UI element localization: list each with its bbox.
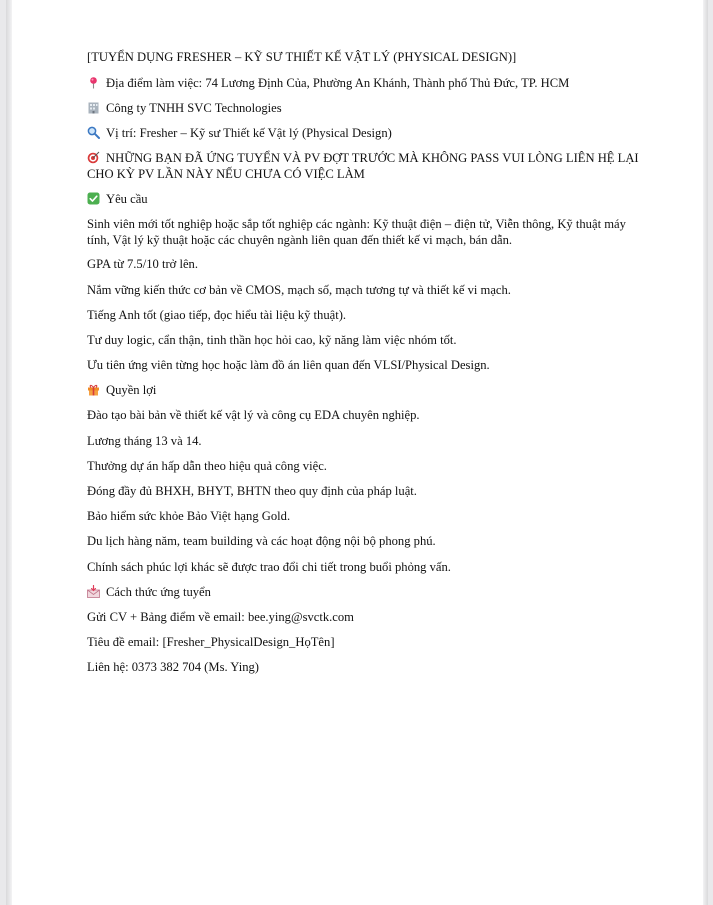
gift-icon	[87, 383, 100, 396]
round-pushpin-icon	[87, 76, 100, 89]
notice-text: NHỮNG BẠN ĐÃ ỨNG TUYỂN VÀ PV ĐỢT TRƯỚC MÀ KHÔNG PASS VUI LÒNG LIÊN HỆ LẠI CHO KỲ PV LẦN NÀY NẾU CHƯA CÓ VIỆC LÀM	[87, 151, 639, 181]
requirement-item: Nắm vững kiến thức cơ bản về CMOS, mạch số, mạch tương tự và thiết kế vi mạch.	[87, 282, 511, 297]
envelope-with-arrow-icon	[87, 585, 100, 598]
company-text: Công ty TNHH SVC Technologies	[106, 100, 282, 115]
benefit-item: Chính sách phúc lợi khác sẽ được trao đổi chi tiết trong buổi phỏng vấn.	[87, 559, 451, 574]
apply-item: Tiêu đề email: [Fresher_PhysicalDesign_HọTên]	[87, 635, 335, 650]
apply-item: Gửi CV + Bảng điểm về email: bee.ying@svctk.com	[87, 609, 354, 624]
benefit-item: Bảo hiểm sức khỏe Bảo Việt hạng Gold.	[87, 509, 291, 524]
requirements-heading-text: Yêu cầu	[106, 191, 148, 206]
page-edge	[703, 0, 708, 905]
requirement-item: Tư duy logic, cẩn thận, tinh thần học hỏi cao, kỹ năng làm việc nhóm tốt.	[87, 332, 457, 347]
location-text: Địa điểm làm việc: 74 Lương Định Của, Phường An Khánh, Thành phố Thủ Đức, TP. HCM	[106, 75, 570, 90]
document-content	[87, 50, 647, 686]
check-mark-button-icon	[87, 192, 100, 205]
benefits-heading	[87, 383, 647, 399]
notice-line	[87, 151, 647, 182]
magnifying-glass-icon	[87, 126, 100, 139]
requirement-item: Tiếng Anh tốt (giao tiếp, đọc hiểu tài liệu kỹ thuật).	[87, 307, 347, 322]
requirement-item: Ưu tiên ứng viên từng học hoặc làm đồ án liên quan đến VLSI/Physical Design.	[87, 358, 490, 373]
apply-heading-text: Cách thức ứng tuyển	[106, 584, 211, 599]
requirements-heading	[87, 192, 647, 208]
direct-hit-target-icon	[87, 151, 100, 164]
benefits-heading-text: Quyền lợi	[106, 383, 157, 398]
job-title: [TUYỂN DỤNG FRESHER – KỸ SƯ THIẾT KẾ VẬT LÝ (PHYSICAL DESIGN)]	[87, 50, 517, 64]
benefit-item: Đào tạo bài bản về thiết kế vật lý và công cụ EDA chuyên nghiệp.	[87, 408, 420, 423]
benefit-item: Du lịch hàng năm, team building và các hoạt động nội bộ phong phú.	[87, 534, 436, 549]
document-page	[6, 0, 708, 905]
position-text: Vị trí: Fresher – Kỹ sư Thiết kế Vật lý (Physical Design)	[106, 125, 392, 140]
requirement-item: Sinh viên mới tốt nghiệp hoặc sắp tốt nghiệp các ngành: Kỹ thuật điện – điện tử, Viễn thông, Kỹ thuật máy tính, Vật lý kỹ thuật hoặc các chuyên ngành liên quan đến thiết kế vi mạch, bán dẫn.	[87, 217, 626, 247]
benefit-item: Thưởng dự án hấp dẫn theo hiệu quả công việc.	[87, 458, 327, 473]
office-building-icon	[87, 101, 100, 114]
page-edge	[6, 0, 12, 905]
company-line	[87, 101, 647, 117]
position-line	[87, 126, 647, 142]
requirement-item: GPA từ 7.5/10 trở lên.	[87, 257, 198, 272]
benefit-item: Đóng đầy đủ BHXH, BHYT, BHTN theo quy định của pháp luật.	[87, 484, 417, 498]
location-line	[87, 76, 647, 92]
apply-item: Liên hệ: 0373 382 704 (Ms. Ying)	[87, 660, 259, 675]
benefit-item: Lương tháng 13 và 14.	[87, 433, 202, 448]
apply-heading	[87, 585, 647, 601]
